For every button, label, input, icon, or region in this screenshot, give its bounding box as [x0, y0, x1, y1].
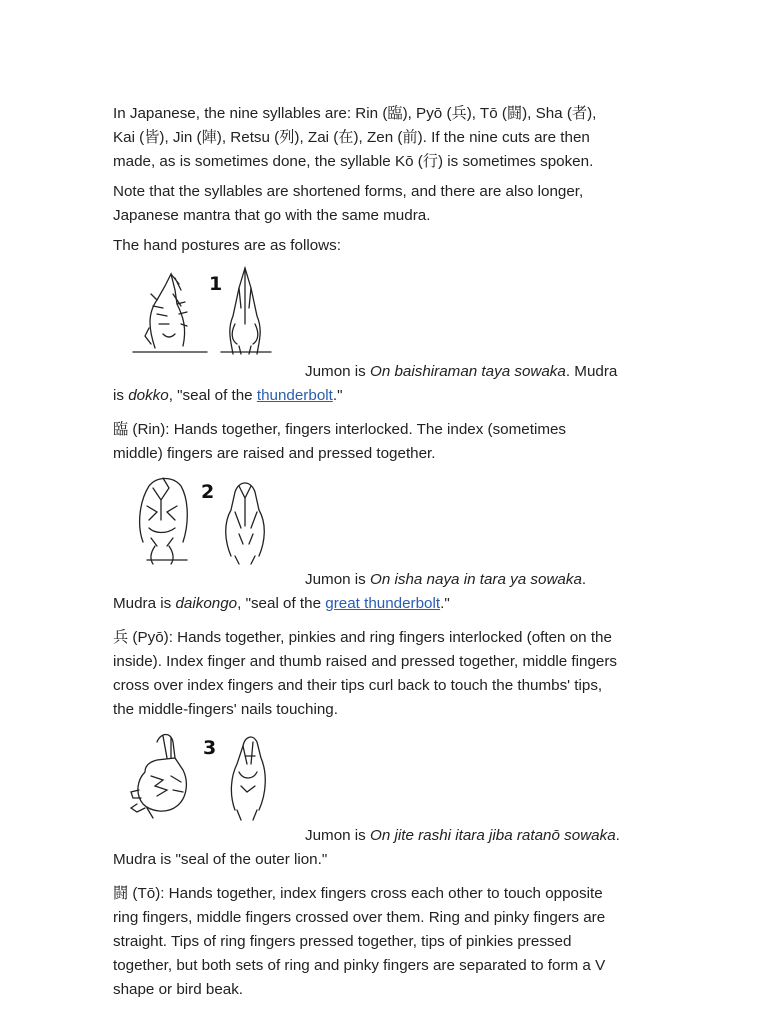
note-line-2: Japanese mantra that go with the same mudra.: [113, 207, 431, 224]
rin-description: 臨 (Rin): Hands together, fingers interlocked. The index (sometimes middle) fingers are raised and pressed together.: [113, 421, 567, 462]
thunderbolt-link[interactable]: thunderbolt: [256, 387, 333, 404]
hand-drawing-3-icon: [127, 728, 297, 824]
mudra-2-caption: Jumon is On isha naya in tara ya sowaka. Mudra is daikongo, "seal of the great thunderbolt.": [113, 568, 673, 616]
hand-drawing-2-icon: [127, 472, 297, 568]
mudra-3-caption: [113, 824, 673, 872]
intro-line-1: In Japanese, the nine syllables are: Rin (臨), Pyō (兵), Tō (闘), Sha (者),: [113, 105, 597, 122]
mudra-2-jumon: Jumon is On isha naya in tara ya sowaka.: [305, 571, 587, 588]
mudra-3-illustration: [113, 728, 673, 824]
mudra-2-number: 2: [201, 481, 215, 503]
postures-heading: The hand postures are as follows:: [113, 237, 341, 254]
mudra-1-mantra: On baishiraman taya sowaka: [370, 363, 566, 380]
mudra-1-illustration: [113, 264, 673, 360]
to-description: 闘 (Tō): Hands together, index fingers cross each other to touch opposite ring fingers, middle fingers crossed over them. Ring and pinky fingers are straight. Tips of ring fingers pressed together, tips of pinkies pressed together, but both sets of ring and pinky fingers are separated to form a V shape or bird beak.: [113, 885, 606, 998]
hand-drawing-1-icon: [127, 264, 297, 360]
mudra-3-mantra: On jite rashi itara jiba ratanō sowaka: [370, 827, 616, 844]
mudra-2-illustration: [113, 472, 673, 568]
note-paragraph: [113, 180, 673, 228]
mudra-3-seal: Mudra is "seal of the outer lion.": [113, 851, 328, 868]
mudra-1-name: dokko: [128, 387, 169, 404]
mudra-3-jumon: Jumon is On jite rashi itara jiba ratanō sowaka.: [305, 827, 620, 844]
intro-line-2: Kai (皆), Jin (陣), Retsu (列), Zai (在), Zen (前). If the nine cuts are then: [113, 129, 590, 146]
mudra-3-number: 3: [203, 737, 217, 759]
mudra-1-number: 1: [209, 273, 223, 295]
mudra-2-name: daikongo: [175, 595, 238, 612]
mudra-1-caption: Jumon is On baishiraman taya sowaka. Mudra is dokko, "seal of the thunderbolt.": [113, 360, 673, 408]
intro-paragraph: [113, 102, 673, 174]
mudra-2-mantra: On isha naya in tara ya sowaka: [370, 571, 582, 588]
great-thunderbolt-link[interactable]: great thunderbolt: [325, 595, 441, 612]
mudra-1-jumon: Jumon is On baishiraman taya sowaka. Mudra: [305, 363, 618, 380]
intro-line-3: made, as is sometimes done, the syllable Kō (行) is sometimes spoken.: [113, 153, 594, 170]
article-body: [113, 102, 673, 1008]
note-line-1: Note that the syllables are shortened forms, and there are also longer,: [113, 183, 584, 200]
pyo-description: 兵 (Pyō): Hands together, pinkies and ring fingers interlocked (often on the inside). Index finger and thumb raised and pressed together, middle fingers cross over index fingers and their tips curl back to touch the thumbs' tips, the middle-fingers' nails touching.: [113, 629, 618, 718]
